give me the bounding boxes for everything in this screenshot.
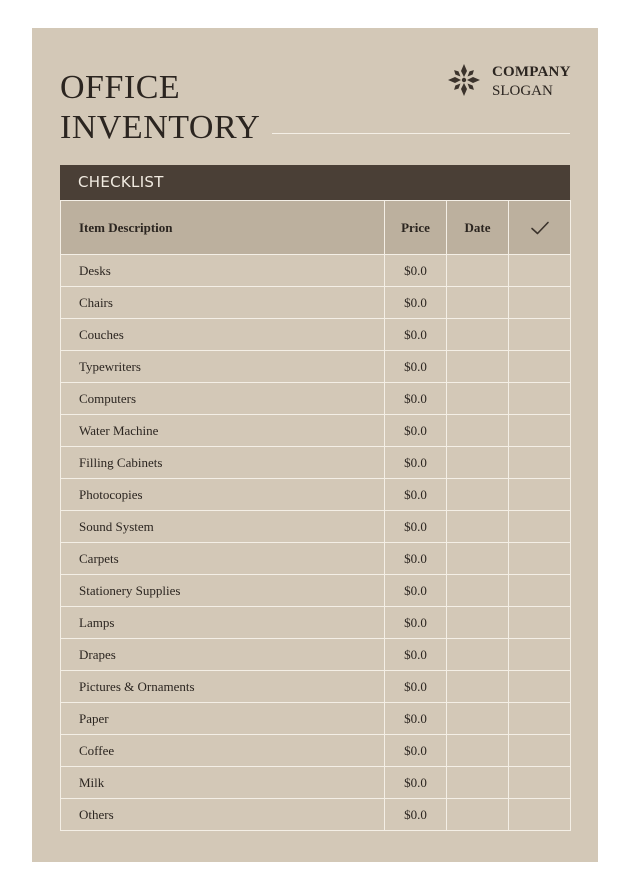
item-description-cell: Stationery Supplies [61,575,385,607]
item-price-cell: $0.0 [385,735,447,767]
inventory-table [60,200,571,831]
item-price-cell: $0.0 [385,543,447,575]
inventory-sheet [32,28,598,862]
item-date-cell[interactable] [447,447,509,479]
item-price-cell: $0.0 [385,703,447,735]
item-price-cell: $0.0 [385,767,447,799]
item-check-cell[interactable] [509,287,571,319]
item-description-cell: Computers [61,383,385,415]
table-row [61,415,571,447]
item-description-cell: Filling Cabinets [61,447,385,479]
table-header-row [61,201,571,255]
item-date-cell[interactable] [447,799,509,831]
item-description-cell: Coffee [61,735,385,767]
item-check-cell[interactable] [509,383,571,415]
item-date-cell[interactable] [447,255,509,287]
table-row [61,607,571,639]
item-check-cell[interactable] [509,415,571,447]
item-date-cell[interactable] [447,351,509,383]
column-header-price: Price [385,201,447,255]
checklist-label: CHECKLIST [78,173,164,191]
table-row [61,255,571,287]
item-check-cell[interactable] [509,447,571,479]
item-price-cell: $0.0 [385,415,447,447]
item-check-cell[interactable] [509,735,571,767]
table-row [61,767,571,799]
item-date-cell[interactable] [447,575,509,607]
item-description-cell: Chairs [61,287,385,319]
column-header-date: Date [447,201,509,255]
item-price-cell: $0.0 [385,671,447,703]
table-row [61,543,571,575]
item-description-cell: Pictures & Ornaments [61,671,385,703]
item-description-cell: Drapes [61,639,385,671]
table-row [61,383,571,415]
item-check-cell[interactable] [509,607,571,639]
item-price-cell: $0.0 [385,799,447,831]
title-line-inventory: INVENTORY [60,109,261,146]
item-check-cell[interactable] [509,255,571,287]
checklist-header-bar [60,165,570,200]
item-date-cell[interactable] [447,639,509,671]
table-row [61,351,571,383]
item-date-cell[interactable] [447,479,509,511]
column-header-check [509,201,571,255]
item-description-cell: Water Machine [61,415,385,447]
item-description-cell: Sound System [61,511,385,543]
item-check-cell[interactable] [509,767,571,799]
item-description-cell: Typewriters [61,351,385,383]
table-row [61,287,571,319]
item-description-cell: Couches [61,319,385,351]
company-block [492,63,571,101]
item-date-cell[interactable] [447,543,509,575]
item-check-cell[interactable] [509,799,571,831]
item-date-cell[interactable] [447,415,509,447]
item-check-cell[interactable] [509,319,571,351]
item-date-cell[interactable] [447,767,509,799]
item-price-cell: $0.0 [385,607,447,639]
item-date-cell[interactable] [447,671,509,703]
item-check-cell[interactable] [509,351,571,383]
table-row [61,319,571,351]
checkmark-icon [530,220,550,236]
item-check-cell[interactable] [509,543,571,575]
item-price-cell: $0.0 [385,479,447,511]
item-date-cell[interactable] [447,735,509,767]
item-description-cell: Photocopies [61,479,385,511]
item-description-cell: Milk [61,767,385,799]
item-description-cell: Paper [61,703,385,735]
inventory-table-body [61,255,571,831]
company-slogan: SLOGAN [492,83,553,99]
item-date-cell[interactable] [447,703,509,735]
item-price-cell: $0.0 [385,639,447,671]
table-row [61,671,571,703]
item-date-cell[interactable] [447,319,509,351]
item-price-cell: $0.0 [385,255,447,287]
item-description-cell: Carpets [61,543,385,575]
company-name: COMPANY [492,64,571,80]
table-row [61,447,571,479]
item-check-cell[interactable] [509,511,571,543]
title-line-office: OFFICE [60,69,181,106]
item-price-cell: $0.0 [385,447,447,479]
item-check-cell[interactable] [509,703,571,735]
item-price-cell: $0.0 [385,511,447,543]
item-date-cell[interactable] [447,607,509,639]
item-check-cell[interactable] [509,639,571,671]
item-description-cell: Others [61,799,385,831]
item-check-cell[interactable] [509,671,571,703]
table-row [61,735,571,767]
item-price-cell: $0.0 [385,575,447,607]
table-row [61,479,571,511]
item-price-cell: $0.0 [385,351,447,383]
table-row [61,703,571,735]
table-row [61,575,571,607]
item-price-cell: $0.0 [385,287,447,319]
snowflake-flower-icon [446,62,482,98]
item-date-cell[interactable] [447,383,509,415]
table-row [61,639,571,671]
item-date-cell[interactable] [447,287,509,319]
title-divider [272,133,570,134]
item-date-cell[interactable] [447,511,509,543]
item-description-cell: Lamps [61,607,385,639]
item-description-cell: Desks [61,255,385,287]
item-price-cell: $0.0 [385,383,447,415]
item-check-cell[interactable] [509,479,571,511]
item-check-cell[interactable] [509,575,571,607]
item-price-cell: $0.0 [385,319,447,351]
page-title [60,68,260,148]
column-header-description: Item Description [61,201,385,255]
table-row [61,511,571,543]
table-row [61,799,571,831]
